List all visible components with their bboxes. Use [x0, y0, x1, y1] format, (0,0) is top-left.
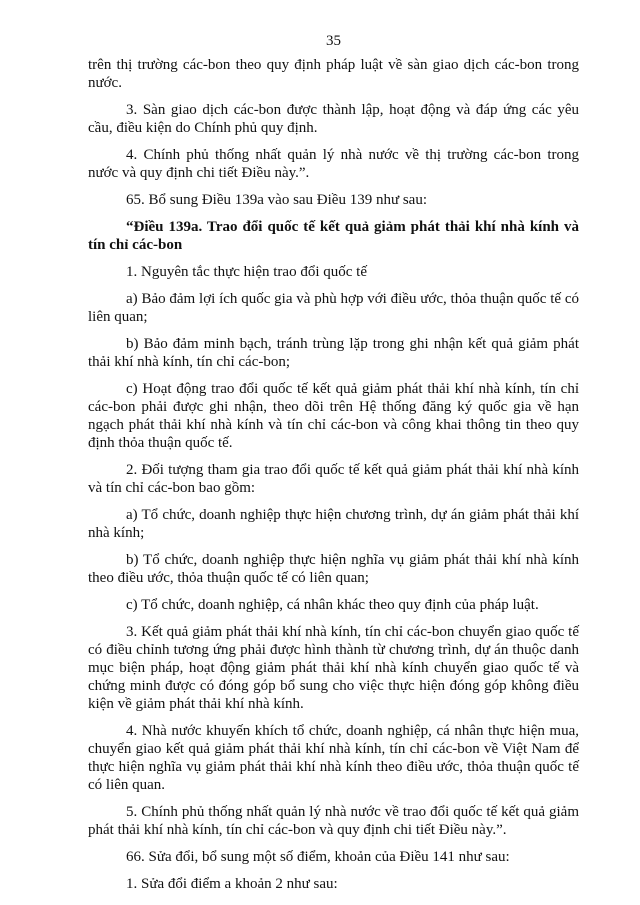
paragraph: 65. Bổ sung Điều 139a vào sau Điều 139 như sau: [126, 192, 428, 208]
paragraph: b) Tổ chức, doanh nghiệp thực hiện nghĩa vụ giảm phát thải khí nhà kính theo điều ước, thỏa thuận quốc tế có liên quan; [88, 552, 579, 586]
paragraph: 5. Chính phủ thống nhất quản lý nhà nước về trao đổi quốc tế kết quả giảm phát thải khí nhà kính, tín chỉ các-bon và quy định chi tiết Điều này.”. [88, 804, 579, 838]
paragraph: 1. Nguyên tắc thực hiện trao đổi quốc tế [126, 264, 367, 280]
paragraph: 2. Đối tượng tham gia trao đổi quốc tế kết quả giảm phát thải khí nhà kính và tín chỉ các-bon bao gồm: [88, 462, 579, 496]
page-number: 35 [326, 33, 341, 49]
paragraph: 1. Sửa đổi điểm a khoản 2 như sau: [126, 876, 338, 892]
paragraph: 4. Nhà nước khuyến khích tổ chức, doanh nghiệp, cá nhân thực hiện mua, chuyển giao kết quả giảm phát thải khí nhà kính, tín chỉ các-bon về Việt Nam để thực hiện nghĩa vụ giảm phát thải khí nhà kính theo điều ước, thỏa thuận quốc tế có liên quan. [88, 723, 579, 793]
paragraph: 3. Sàn giao dịch các-bon được thành lập, hoạt động và đáp ứng các yêu cầu, điều kiện do Chính phủ quy định. [88, 102, 579, 136]
document-page [88, 32, 579, 902]
paragraph: 3. Kết quả giảm phát thải khí nhà kính, tín chỉ các-bon chuyển giao quốc tế có điều chỉnh tương ứng phải được hình thành từ chương trình, dự án thuộc danh mục biện pháp, hoạt động giảm phát thải khí nhà kính chuyển giao quốc tế và chứng minh được có đóng góp bổ sung cho việc thực hiện đóng góp không điều kiện về giảm phát thải khí nhà kính. [88, 624, 579, 712]
paragraph: c) Hoạt động trao đổi quốc tế kết quả giảm phát thải khí nhà kính, tín chỉ các-bon phải được ghi nhận, theo dõi trên Hệ thống đăng ký quốc gia về hạn ngạch phát thải khí nhà kính và tín chỉ các-bon và công khai thông tin theo quy định thỏa thuận quốc tế. [88, 381, 579, 451]
paragraph: trên thị trường các-bon theo quy định pháp luật về sàn giao dịch các-bon trong nước. [88, 57, 579, 91]
paragraph: a) Tổ chức, doanh nghiệp thực hiện chương trình, dự án giảm phát thải khí nhà kính; [88, 507, 579, 541]
article-heading: “Điều 139a. Trao đổi quốc tế kết quả giảm phát thải khí nhà kính và tín chỉ các-bon [88, 219, 579, 253]
paragraph: a) Bảo đảm lợi ích quốc gia và phù hợp với điều ước, thỏa thuận quốc tế có liên quan; [88, 291, 579, 325]
paragraph: b) Bảo đảm minh bạch, tránh trùng lặp trong ghi nhận kết quả giảm phát thải khí nhà kính, tín chỉ các-bon; [88, 336, 579, 370]
paragraph: 4. Chính phủ thống nhất quản lý nhà nước về thị trường các-bon trong nước và quy định chi tiết Điều này.”. [88, 147, 579, 181]
paragraph: 66. Sửa đổi, bổ sung một số điểm, khoản của Điều 141 như sau: [126, 849, 510, 865]
paragraph: c) Tổ chức, doanh nghiệp, cá nhân khác theo quy định của pháp luật. [126, 597, 539, 613]
document-body [88, 56, 579, 893]
